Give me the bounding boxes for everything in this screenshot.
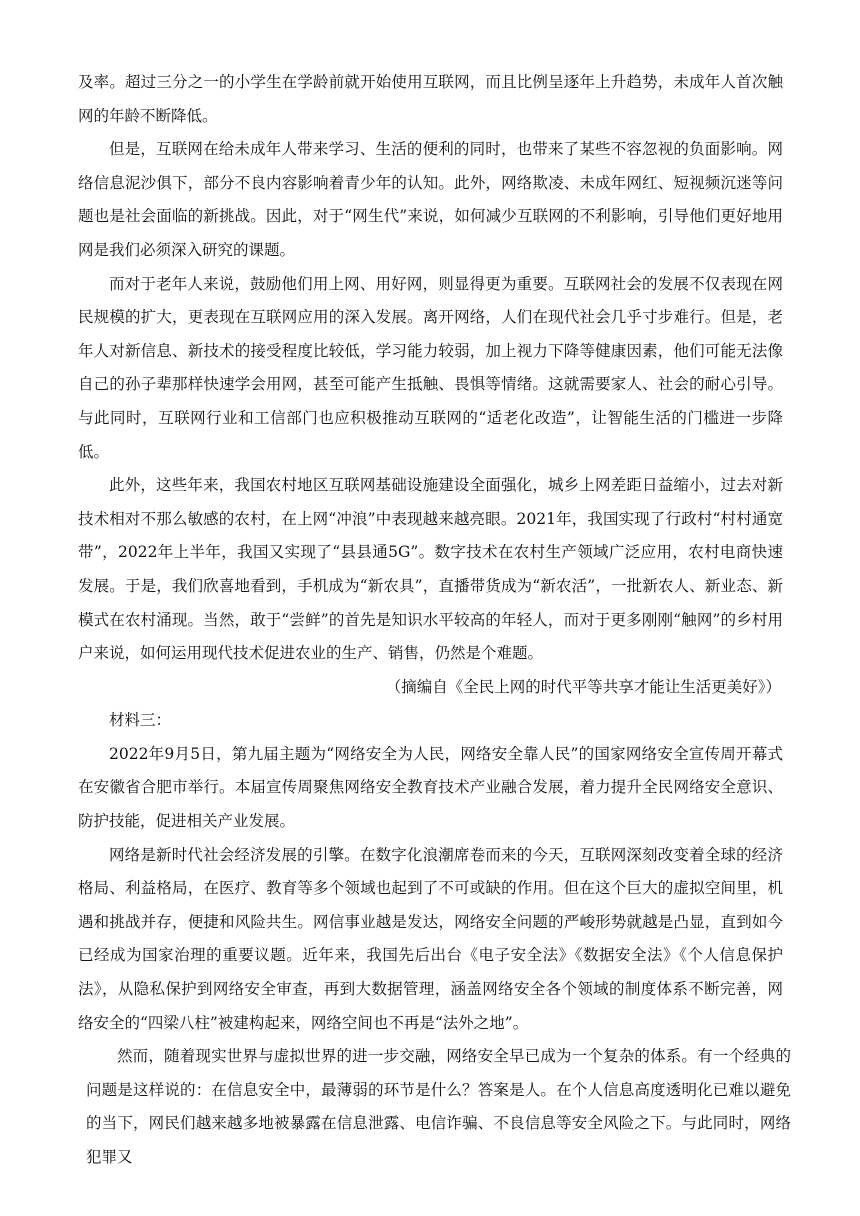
paragraph-security-week: 2022年9月5日，第九届主题为“网络安全为人民，网络安全靠人民”的国家网络安全宣传周开幕式在安徽省合肥市举行。本届宣传周聚焦网络安全教育技术产业融合发展，着力提升全民网络安全意识、防护技能，促进相关产业发展。 <box>78 744 783 831</box>
paragraph-rural-internet: 此外，这些年来，我国农村地区互联网基础设施建设全面强化，城乡上网差距日益缩小，过去对新技术相对不那么敏感的农村，在上网“冲浪”中表现越来越亮眼。2021年，我国实现了行政村“村村通宽带”，2022年上半年，我国又实现了“县县通5G”。数字技术在农村生产领域广泛应用，农村电商快速发展。于是，我们欣喜地看到，手机成为“新农具”，直播带货成为“新农活”，一批新农人、新业态、新模式在农村涌现。当然，敢于“尝鲜”的首先是知识水平较高的年轻人，而对于更多刚刚“触网”的乡村用户来说，如何运用现代技术促进农业的生产、销售，仍然是个难题。 <box>78 476 783 663</box>
paragraph-security-governance: 网络是新时代社会经济发展的引擎。在数字化浪潮席卷而来的今天，互联网深刻改变着全球的经济格局、利益格局，在医疗、教育等多个领域也起到了不可或缺的作用。但在这个巨大的虚拟空间里，机遇和挑战并存，便捷和风险共生。网信事业越是发达，网络安全问题的严峻形势就越是凸显，直到如今已经成为国家治理的重要议题。近年来，我国先后出台《电子安全法》《数据安全法》《个人信息保护法》，从隐私保护到网络安全审查，再到大数据管理，涵盖网络安全各个领域的制度体系不断完善，网络安全的“四梁八柱”被建构起来，网络空间也不再是“法外之地”。 <box>78 845 783 1032</box>
document-page <box>78 66 791 1175</box>
source-citation: （摘编自《全民上网的时代平等共享才能让生活更美好》） <box>385 677 781 696</box>
section-heading: 材料三： <box>109 711 172 730</box>
paragraph-minors-internet: 但是，互联网在给未成年人带来学习、生活的便利的同时，也带来了某些不容忽视的负面影响。网络信息泥沙俱下，部分不良内容影响着青少年的认知。此外，网络欺凌、未成年网红、短视频沉迷等问题也是社会面临的新挑战。因此，对于“网生代”来说，如何减少互联网的不利影响，引导他们更好地用网是我们必须深入研究的课题。 <box>78 140 783 259</box>
paragraph-continuation: 及率。超过三分之一的小学生在学龄前就开始使用互联网，而且比例呈逐年上升趋势，未成年人首次触网的年龄不断降低。 <box>78 73 783 125</box>
paragraph-security-weakness: 然而，随着现实世界与虚拟世界的进一步交融，网络安全早已成为一个复杂的体系。有一个经典的问题是这样说的：在信息安全中，最薄弱的环节是什么？答案是人。在个人信息高度透明化已难以避免的当下，网民们越来越多地被暴露在信息泄露、电信诈骗、不良信息等安全风险之下。与此同时，网络犯罪又 <box>86 1047 791 1166</box>
paragraph-elderly-internet: 而对于老年人来说，鼓励他们用上网、用好网，则显得更为重要。互联网社会的发展不仅表现在网民规模的扩大，更表现在互联网应用的深入发展。离开网络，人们在现代社会几乎寸步难行。但是，老年人对新信息、新技术的接受程度比较低，学习能力较弱，加上视力下降等健康因素，他们可能无法像自己的孙子辈那样快速学会用网，甚至可能产生抵触、畏惧等情绪。这就需要家人、社会的耐心引导。与此同时，互联网行业和工信部门也应积极推动互联网的“适老化改造”，让智能生活的门槛进一步降低。 <box>78 274 783 461</box>
